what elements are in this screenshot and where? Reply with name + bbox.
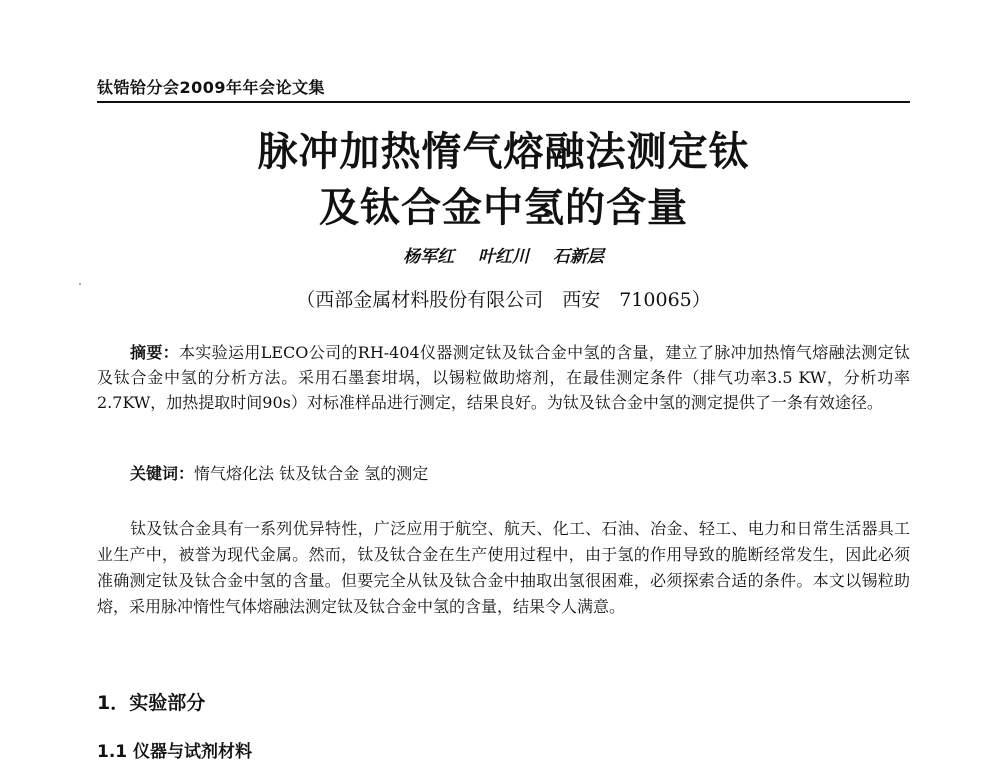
abstract-text: 本实验运用LECO公司的RH-404仪器测定钛及钛合金中氢的含量，建立了脉冲加热惰气熔融法测定钛及钛合金中氢的分析方法。采用石墨套坩埚，以锡粒做助熔剂，在最佳测定条件（排气功率3.5 KW，分析功率2.7KW，加热提取时间90s）对标准样品进行测定，结果良好。为钛及钛合金中氢的测定提供了一条有效途径。	[97, 343, 910, 412]
keywords	[130, 461, 910, 486]
abstract	[97, 340, 910, 415]
affiliation: （西部金属材料股份有限公司 西安 710065）	[296, 289, 711, 311]
abstract-label: 摘要：	[130, 343, 180, 362]
subsection-heading-instruments: 1.1 仪器与试剂材料	[97, 742, 253, 762]
introduction-paragraph: 钛及钛合金具有一系列优异特性，广泛应用于航空、航天、化工、石油、冶金、轻工、电力和日常生活器具工业生产中，被誉为现代金属。然而，钛及钛合金在生产使用过程中，由于氢的作用导致的脆断经常发生，因此必须准确测定钛及钛合金中氢的含量。但要完全从钛及钛合金中抽取出氢很困难，必须探索合适的条件。本文以锡粒助熔，采用脉冲惰性气体熔融法测定钛及钛合金中氢的含量，结果令人满意。	[97, 519, 910, 616]
paper-title-line-2: 及钛合金中氢的含量	[319, 184, 688, 231]
paper-title-line-1: 脉冲加热惰气熔融法测定钛	[257, 128, 750, 175]
author-list: 杨军红 叶红川 石新层	[403, 247, 604, 267]
running-header: 钛锆铪分会2009年年会论文集	[97, 78, 910, 103]
keywords-text: 惰气熔化法 钛及钛合金 氢的测定	[194, 464, 429, 483]
section-heading-experimental: 1．实验部分	[97, 692, 206, 714]
scan-speck	[79, 283, 81, 285]
keywords-label: 关键词：	[130, 464, 195, 483]
